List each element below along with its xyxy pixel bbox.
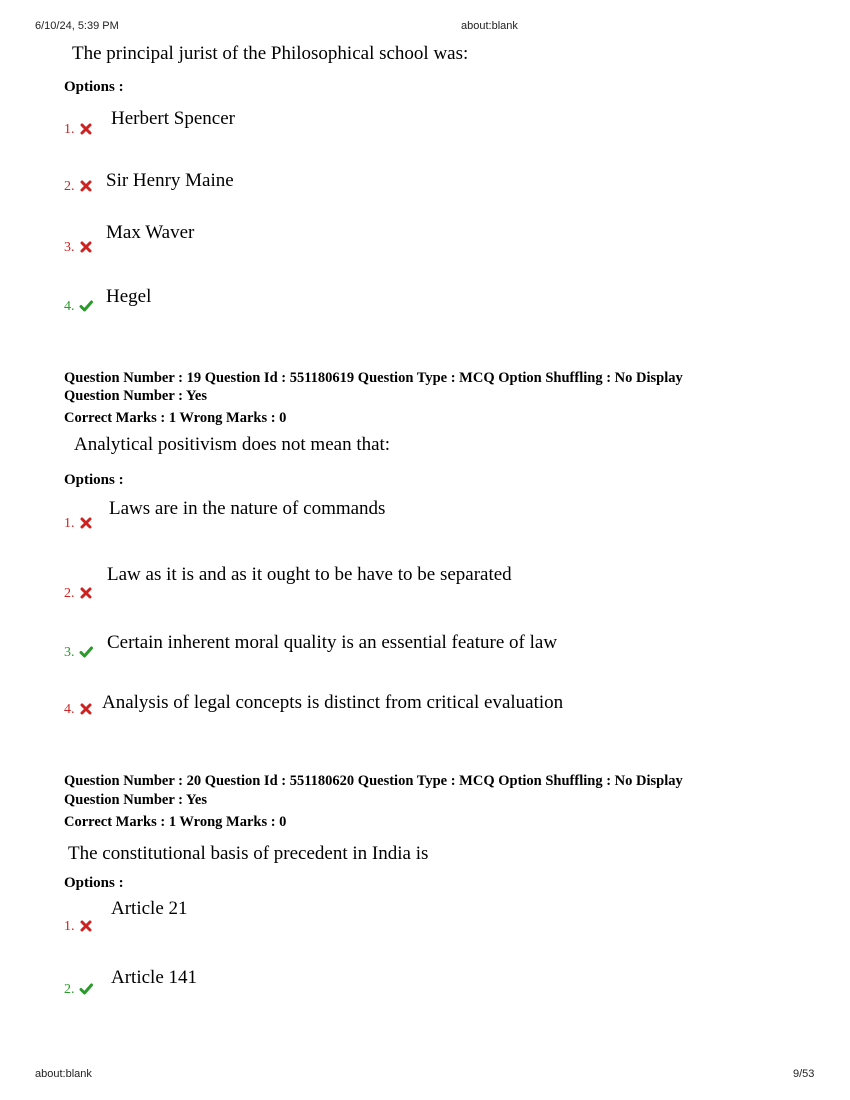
cross-icon	[79, 122, 93, 136]
cross-icon	[79, 702, 93, 716]
check-icon	[79, 645, 93, 659]
option-number: 2.	[64, 586, 75, 601]
footer-url: about:blank	[35, 1068, 92, 1080]
option-number: 2.	[64, 982, 75, 997]
options-label: Options :	[64, 875, 124, 891]
question-marks: Correct Marks : 1 Wrong Marks : 0	[64, 814, 287, 830]
options-label: Options :	[64, 472, 124, 488]
option-row	[64, 238, 93, 256]
option-number: 3.	[64, 240, 75, 255]
option-text: Herbert Spencer	[111, 108, 235, 129]
option-row	[64, 584, 93, 602]
option-text: Law as it is and as it ought to be have to be separated	[107, 564, 512, 585]
cross-icon	[79, 179, 93, 193]
question-meta: Question Number : 20 Question Id : 551180620 Question Type : MCQ Option Shuffling : No Display	[64, 773, 683, 789]
check-icon	[79, 299, 93, 313]
question-text: Analytical positivism does not mean that:	[74, 434, 391, 455]
cross-icon	[79, 516, 93, 530]
cross-icon	[79, 919, 93, 933]
option-row	[64, 643, 93, 661]
option-text: Certain inherent moral quality is an essential feature of law	[107, 632, 558, 653]
print-datetime: 6/10/24, 5:39 PM	[35, 20, 119, 32]
option-row	[64, 980, 93, 998]
cross-icon	[79, 240, 93, 254]
option-number: 3.	[64, 645, 75, 660]
option-row	[64, 514, 93, 532]
option-text: Analysis of legal concepts is distinct from critical evaluation	[102, 692, 564, 713]
options-label: Options :	[64, 79, 124, 95]
question-meta: Question Number : 19 Question Id : 551180619 Question Type : MCQ Option Shuffling : No Display	[64, 370, 683, 386]
page-number: 9/53	[793, 1068, 815, 1080]
option-row	[64, 700, 93, 718]
option-text: Hegel	[106, 286, 152, 307]
option-text: Sir Henry Maine	[106, 170, 234, 191]
option-row	[64, 120, 93, 138]
check-icon	[79, 982, 93, 996]
option-number: 1.	[64, 516, 75, 531]
option-row	[64, 917, 93, 935]
question-text: The principal jurist of the Philosophical school was:	[72, 43, 469, 64]
question-marks: Correct Marks : 1 Wrong Marks : 0	[64, 410, 287, 426]
option-number: 4.	[64, 299, 75, 314]
option-text: Max Waver	[106, 222, 195, 243]
cross-icon	[79, 586, 93, 600]
question-text: The constitutional basis of precedent in India is	[68, 843, 429, 864]
option-number: 1.	[64, 122, 75, 137]
option-number: 2.	[64, 179, 75, 194]
option-row	[64, 177, 93, 195]
option-number: 1.	[64, 919, 75, 934]
option-row	[64, 297, 93, 315]
question-meta: Question Number : Yes	[64, 388, 207, 404]
question-meta: Question Number : Yes	[64, 792, 207, 808]
option-number: 4.	[64, 702, 75, 717]
option-text: Laws are in the nature of commands	[109, 498, 386, 519]
print-url: about:blank	[461, 20, 518, 32]
option-text: Article 21	[111, 898, 188, 919]
option-text: Article 141	[111, 967, 198, 988]
